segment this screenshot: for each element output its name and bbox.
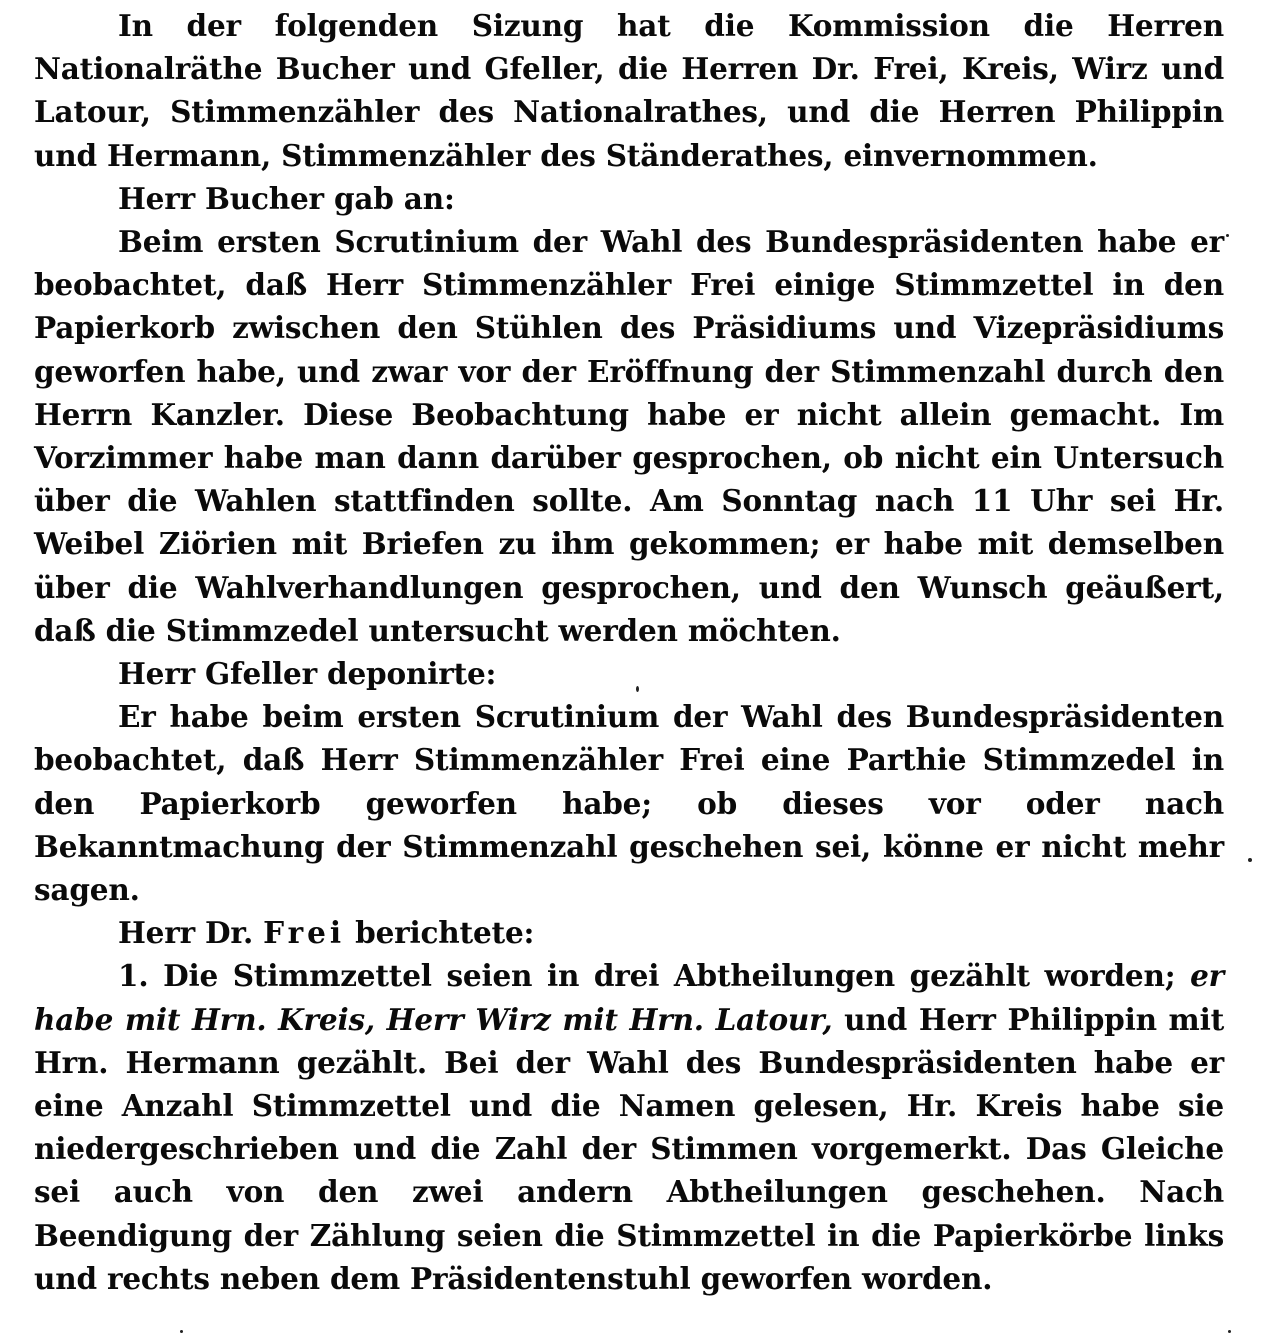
paragraph-frei-statement-1 (34, 954, 1224, 1300)
heading-frei-suffix: berichtete: (345, 915, 535, 951)
paragraph-gfeller-statement: Er habe beim ersten Scrutinium der Wahl des Bundespräsidenten beobachtet, daß Herr Stimmenzähler Frei eine Parthie Stimmzedel in den Papierkorb geworfen habe; ob dieses vor oder nach Bekanntmachung der Stimmenzahl geschehen sei, könne er nicht mehr sagen. (34, 699, 1224, 908)
frei-statement-italic: er habe mit Hrn. Kreis, Herr Wirz mit Hrn. Latour, (34, 958, 1224, 1037)
paragraph-bucher-statement: Beim ersten Scrutinium der Wahl des Bundespräsidenten habe er beobachtet, daß Herr Stimmenzähler Frei einige Stimmzettel in den Papierkorb zwischen den Stühlen des Präsidiums und Vizepräsidiums geworfen habe, und zwar vor der Eröffnung der Stimmenzahl durch den Herrn Kanzler. Diese Beobachtung habe er nicht allein gemacht. Im Vorzimmer habe man dann darüber gesprochen, ob nicht ein Untersuch über die Wahlen stattfinden sollte. Am Sonntag nach 11 Uhr sei Hr. Weibel Ziörien mit Briefen zu ihm gekommen; er habe mit demselben über die Wahlverhandlungen gesprochen, und den Wunsch geäußert, daß die Stimmzedel untersucht werden möchten. (34, 224, 1224, 648)
print-speck (1228, 1330, 1231, 1333)
heading-bucher: Herr Bucher gab an: (118, 180, 455, 216)
frei-statement-main: 1. Die Stimmzettel seien in drei Abtheilungen gezählt worden; (118, 958, 1191, 994)
print-speck (180, 1330, 183, 1333)
frei-statement-rest: und Herr Philippin mit Hrn. Hermann gezählt. Bei der Wahl des Bundespräsidenten habe er eine Anzahl Stimmzettel und die Namen gelesen, Hr. Kreis habe sie niedergeschrieben und die Zahl der Stimmen vorgemerkt. Das Gleiche sei auch von den zwei andern Abtheilungen geschehen. Nach Beendigung der Zählung seien die Stimmzettel in die Papierkörbe links und rechts neben dem Präsidentenstuhl geworfen worden. (34, 1001, 1224, 1296)
text-block (34, 4, 1224, 1300)
heading-frei-prefix: Herr Dr. (118, 915, 264, 951)
heading-gfeller: Herr Gfeller deponirte: (118, 656, 497, 692)
print-speck (636, 686, 639, 692)
print-speck (1226, 234, 1229, 237)
heading-frei (34, 911, 1224, 954)
heading-frei-name: Frei (263, 915, 346, 951)
paragraph-intro: In der folgenden Sizung hat die Kommission die Herren Nationalräthe Bucher und Gfeller, die Herren Dr. Frei, Kreis, Wirz und Latour, Stimmenzähler des Nationalrathes, und die Herren Philippin und Hermann, Stimmenzähler des Ständerathes, einvernommen. (34, 8, 1224, 173)
print-speck (1248, 858, 1252, 862)
